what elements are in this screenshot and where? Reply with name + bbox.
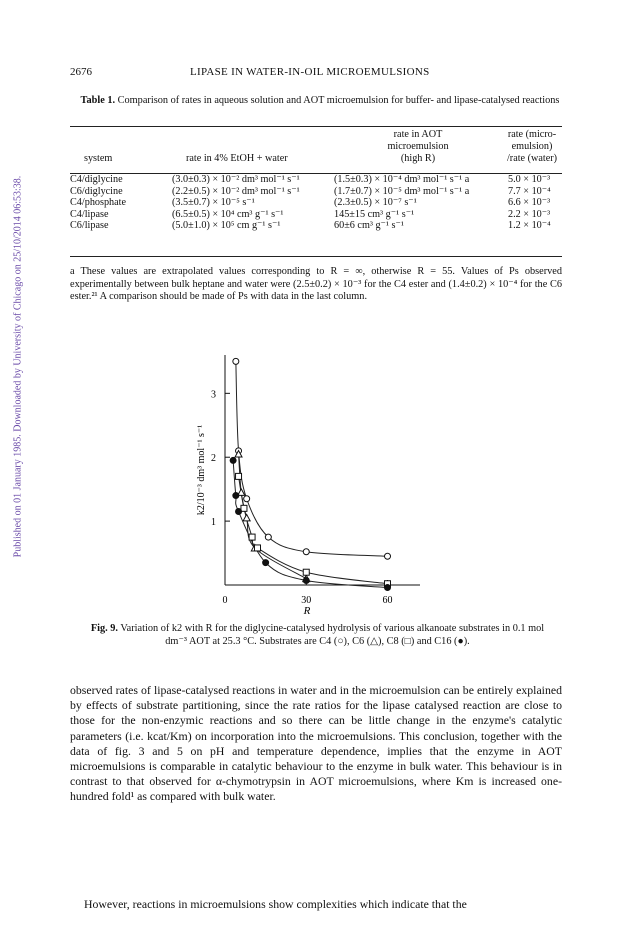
data-point-c16 xyxy=(263,560,269,566)
col-header-system: system xyxy=(84,153,113,164)
data-point-c16 xyxy=(385,585,391,591)
table-footnote: a These values are extrapolated values corresponding to R = ∞, otherwise R = 55. Values of Ps observed experimentally between bulk heptane and water were (2.5±0.2) × 10⁻³ for the C4 ester and (1.4±0.2) × 10⁻⁴ for the C6 ester.²¹ A comparison should be made of Ps with data in the last column. xyxy=(70,266,562,303)
y-tick-label: 1 xyxy=(211,517,216,529)
table-header-row: system rate in 4% EtOH + water rate in AOT microemulsion (high R) rate (micro- emulsion) /rate (water) xyxy=(84,129,558,164)
x-tick-label: 60 xyxy=(382,595,393,606)
col-header-rate-aot-1: rate in AOT xyxy=(393,129,443,140)
series-line-c8 xyxy=(239,476,388,583)
data-point-c4 xyxy=(265,534,271,540)
page-number: 2676 xyxy=(70,66,92,78)
table-row: C6/diglycine (2.2±0.5) × 10⁻² dm³ mol⁻¹ s⁻¹ (1.7±0.7) × 10⁻⁵ dm³ mol⁻¹ s⁻¹ a 7.7 × 10⁻⁴ xyxy=(70,185,551,197)
data-point-c8 xyxy=(255,545,261,551)
series-line-c4 xyxy=(236,361,388,556)
y-tick-label: 3 xyxy=(211,389,216,401)
series-line-c6 xyxy=(239,454,307,579)
data-point-c4 xyxy=(303,549,309,555)
figure-caption-text: Variation of k2 with R for the diglycine-catalysed hydrolysis of various alkanoate substrates in 0.1 mol dm⁻³ AOT at 25.3 °C. Substrates are C4 (○), C6 (△), C8 (□) and C16 (●). xyxy=(120,623,545,647)
x-axis-label: R xyxy=(303,605,311,617)
col-header-ratio: rate (micro- xyxy=(507,129,557,140)
table-row: C6/lipase (5.0±1.0) × 10⁵ cm g⁻¹ s⁻¹ 60±6 cm³ g⁻¹ s⁻¹ 1.2 × 10⁻⁴ xyxy=(70,220,551,231)
y-tick-label: 2 xyxy=(211,453,216,465)
figure-label: Fig. 9. xyxy=(90,623,118,634)
series-line-c16 xyxy=(233,460,387,587)
table-caption-text: Comparison of rates in aqueous solution and AOT microemulsion for buffer- and lipase-catalysed reactions xyxy=(117,95,560,106)
data-point-c4 xyxy=(385,553,391,559)
table-row: C4/phosphate (3.5±0.7) × 10⁻⁵ s⁻¹ (2.3±0.5) × 10⁻⁷ s⁻¹ 6.6 × 10⁻³ xyxy=(70,197,551,208)
data-point-c16 xyxy=(233,493,239,499)
data-point-c6 xyxy=(243,514,250,521)
data-point-c8 xyxy=(236,473,242,479)
body-paragraph-2: However, reactions in microemulsions show complexities which indicate that the xyxy=(84,897,467,911)
col-header-rate-water: rate in 4% EtOH + water xyxy=(186,153,288,164)
data-point-c8 xyxy=(303,569,309,575)
running-title: LIPASE IN WATER-IN-OIL MICROEMULSIONS xyxy=(190,66,430,78)
body-paragraph-1: observed rates of lipase-catalysed reactions in water and in the microemulsion can be entirely explained by effects of substrate partitioning, since the rate ratios for the lipase catalysed reaction are close to those for the non-enzymic reactions and so there can be little change in the enzyme's catalytic parameters (i.e. kcat/Km) on incorporation into the microemulsions. This conclusion, together with the data of fig. 3 and 5 on pH and temperature dependence, implies that the enzyme in AOT microemulsions is comparable in catalytic behaviour to the enzyme in bulk water. This behaviour is in contrast to that observed for α-chymotrypsin in AOT microemulsions, where Km is increased one-hundred fold¹ as compared with bulk water. xyxy=(70,683,562,804)
table-row: C4/diglycine (3.0±0.3) × 10⁻² dm³ mol⁻¹ s⁻¹ (1.5±0.3) × 10⁻⁴ dm³ mol⁻¹ s⁻¹ a 5.0 × 10⁻³ xyxy=(70,174,551,185)
data-point-c16 xyxy=(236,509,242,515)
figure-caption xyxy=(80,623,555,648)
x-tick-label: 0 xyxy=(222,595,228,606)
y-axis-label: k2/10⁻³ dm³ mol⁻¹ s⁻¹ xyxy=(196,424,207,516)
data-point-c4 xyxy=(233,358,239,364)
download-sidebar-text: Published on 01 January 1985. Downloaded by University of Chicago on 25/10/2014 06:53:38. xyxy=(12,175,24,558)
data-point-c8 xyxy=(249,534,255,540)
table-row: C4/lipase (6.5±0.5) × 10⁴ cm³ g⁻¹ s⁻¹ 145±15 cm³ g⁻¹ s⁻¹ 2.2 × 10⁻³ xyxy=(70,208,551,220)
data-point-c4 xyxy=(244,496,250,502)
table-label: Table 1. xyxy=(80,95,116,106)
data-point-c16 xyxy=(303,578,309,584)
data-point-c16 xyxy=(230,457,236,463)
x-tick-label: 30 xyxy=(301,595,312,606)
